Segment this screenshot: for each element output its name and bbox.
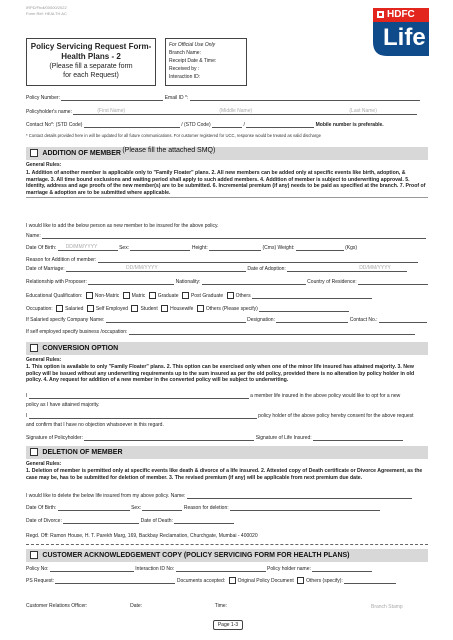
holder-name-field[interactable] [73,109,417,115]
occ-option-label: Others (Please specify) [205,305,258,312]
ack-orig-doc-label: Original Policy Document [237,577,294,584]
dob-field[interactable] [58,245,118,251]
edu-option-checkbox[interactable] [182,292,189,299]
conversion-signature-row [26,435,428,441]
logo-hdfc-text: HDFC [387,9,415,20]
edu-option-label: Matric [131,292,146,299]
ack-others-label: Others (specify): [306,577,343,584]
deletion-sex-label: Sex: [131,505,142,511]
deletion-title: DELETION OF MEMBER [42,449,123,456]
ack-policy-label: Policy No: [26,566,49,572]
form-title-line2: Health Plans - 2 [61,52,121,61]
last-name-hint: (Last Name) [349,108,377,114]
occ-option-label: Student [140,305,158,312]
addition-rules-heading: General Rules: [26,162,62,168]
occ-option-checkbox[interactable] [131,305,138,312]
edu-option-label: Graduate [157,292,179,299]
addition-intro: I would like to add the below person as new member to be insured for the above policy. [26,223,219,229]
deletion-dob-label: Date Of Birth: [26,505,57,511]
occupation-row [26,305,428,312]
height-label: Height: [191,245,208,251]
ack-orig-doc-checkbox[interactable] [229,577,236,584]
relationship-field[interactable] [88,279,174,285]
contact-note: * Contact details provided here in will be updated for all future communications. For customer registered for UCC, response would be treated as valid discharge [26,133,321,138]
decl2-continuation: and confirm that I have no objection whatsoever in this regard. [26,422,164,428]
conversion-declaration-2 [26,413,428,419]
ack-holder-field[interactable] [312,566,372,572]
sex-label: Sex: [119,245,130,251]
edu-option-checkbox[interactable] [86,292,93,299]
deletion-dob-row [26,505,428,511]
ack-others-checkbox[interactable] [297,577,304,584]
ack-request-label: PS Request: [26,577,55,584]
reason-row [26,257,428,263]
reason-field[interactable] [98,257,418,263]
ack-officer-row [26,603,428,609]
deletion-dob-field[interactable] [58,505,130,511]
ack-policy-row [26,566,428,572]
holder-name-label: Policyholder's name: [26,109,72,115]
contact-label: Contact No*: (STD Code) [26,122,83,128]
deletion-sex-field[interactable] [142,505,182,511]
form-title-box [26,38,156,86]
decl1-suffix: a member life insured in the above policy would like to opt for a new [250,393,401,399]
ack-section-header [26,549,428,562]
decl1-prefix: I [26,393,28,399]
ack-officer-label: Customer Relations Officer: [26,603,88,609]
new-member-dob-row [26,245,428,251]
branch-stamp-label: Branch Stamp [371,604,403,610]
page-number: Page 1-3 [213,620,243,630]
hdfc-life-logo [373,8,429,56]
policy-number-field[interactable] [61,95,163,101]
weight-field[interactable] [296,245,344,251]
middle-name-hint: (Middle Name) [219,108,253,114]
first-name-hint: (First Name) [97,108,126,114]
conversion-rules-heading: General Rules: [26,357,62,363]
adoption-date-field[interactable] [287,266,407,272]
dob-placeholder: DD/MM/YYYY [65,244,98,250]
self-employed-label: If self employed specify business /occupation: [26,329,128,335]
ack-date-label: Date: [130,603,143,609]
official-use-box [165,38,247,86]
addition-rules: 1. Addition of another member is applicable only to "Family Floater" plans. 2. All new members can be added only at specific events like birth, adoption, & marriage. 3. All time bound exclusions and waiting period shall apply to such added members. 4. Addition of member is subject to underwriting approval. 5. Identity, address and age proofs of the new member(s) are to be submitted. 6. Incremental premium (if any) needs to be paid as specified at the branch. 7. Proof of marriage & adoption are to be submitted where applicable. [26,170,426,196]
form-title: Policy Servicing Request Form- [30,42,152,51]
contact-separator-2: / [243,122,245,128]
education-label: Educational Qualification: [26,292,83,299]
conversion-title: CONVERSION OPTION [42,345,119,352]
occupation-label: Occupation: [26,305,53,312]
contact-field-1[interactable] [84,122,180,128]
edu-option-checkbox[interactable] [149,292,156,299]
new-member-name-field[interactable] [42,233,426,239]
insured-signature-field[interactable] [313,435,403,441]
company-contact-label: Contact No.: [349,317,378,323]
nationality-label: Nationality: [175,279,201,285]
death-date-label: Date of Death: [140,518,173,524]
occ-option-checkbox[interactable] [56,305,63,312]
deletion-section-header [26,446,428,459]
divorce-date-field[interactable] [63,518,139,524]
new-member-name-row [26,233,428,239]
insured-signature-label: Signature of Life Insured: [255,435,312,441]
edu-option-checkbox[interactable] [227,292,234,299]
country-field[interactable] [358,279,428,285]
addition-subtitle: (Please fill the attached SMQ) [122,147,216,154]
death-date-field[interactable] [174,518,234,524]
company-field[interactable] [106,317,246,323]
adoption-date-label: Date of Adoption: [247,266,286,272]
deletion-reason-label: Reason for deletion: [183,505,229,511]
deletion-checkbox[interactable] [30,448,38,456]
edu-option-label: Others [235,292,251,299]
designation-label: Designation: [247,317,275,323]
edu-option-label: Non-Matric [94,292,120,299]
deletion-rules: 1. Deletion of member is permitted only at specific events like death & divorce of a life insured. 2. Attested copy of Death certificate or Divorce Agreement, as the case may be, has to be submitted for deletion of member. 3. The revised premium (if any) will be applicable from next premium due date. [26,468,423,481]
ack-others-field[interactable] [344,578,396,584]
marriage-row [26,266,428,272]
ack-request-row [26,577,428,584]
marriage-date-field[interactable] [66,266,246,272]
form-subtitle: (Please fill a separate form [49,63,133,70]
contact-field-2[interactable] [212,122,245,128]
addition-checkbox[interactable] [30,149,38,157]
ack-holder-label: Policy holder name: [266,566,311,572]
decl1-name-field[interactable] [29,393,249,399]
education-row [26,292,428,299]
conversion-rules: 1. This option is available to only "Family Floater" plans. 2. This option can be exercised only when one of the minor life insured has attained majority. 3. New policy will be issued without any underwriting requirements up to the sum insured as per the old policy, provided there is no alteration by policy holder in old policy. 4. Any request for addition of a new member in the converted policy will be subject to underwriting. [26,364,415,384]
ack-checkbox[interactable] [30,551,38,559]
decl2-prefix: I [26,413,28,419]
ack-policy-field[interactable] [50,566,134,572]
deletion-intro-row [26,493,428,499]
registered-office: Regd. Off: Ramon House, H. T. Parekh Marg, 169, Backbay Reclamation, Churchgate, Mumbai - 400020 [26,533,258,539]
relationship-row [26,279,428,285]
deletion-date-row [26,518,428,524]
company-contact-field[interactable] [379,317,427,323]
deletion-name-field[interactable] [187,493,412,499]
decl1-continuation: policy as I have attained majority. [26,402,100,408]
ack-request-field[interactable] [55,578,175,584]
occ-option-label: Self Employed [95,305,129,312]
divorce-date-label: Date of Divorce: [26,518,62,524]
adoption-date-placeholder: DD/MM/YYYY [359,265,391,271]
country-label: Country of Residence: [307,279,357,285]
official-use-title: For Official Use Only [169,42,216,48]
contact-field-3[interactable] [246,122,314,128]
form-code: IRPD/Fbdl/00000/2022 [26,5,67,10]
branch-name-label: Branch Name: [169,50,201,56]
logo-life-text: Life [383,24,426,51]
ack-time-label: Time: [214,603,228,609]
contact-separator: / (STD Code) [181,122,211,128]
sex-field[interactable] [130,245,190,251]
reason-label: Reason for Addition of member: [26,257,97,263]
receipt-date-label: Receipt Date & Time: [169,58,217,64]
form-subtitle-line2: for each Request) [63,72,119,79]
deletion-rules-heading: General Rules: [26,461,62,467]
deletion-intro: I would like to delete the below life insured from my above policy. Name: [26,493,186,499]
occ-option-checkbox[interactable] [197,305,204,312]
kgs-label: (Kgs) [345,245,358,251]
self-employed-row [26,329,428,335]
ack-title: CUSTOMER ACKNOWLEDGEMENT COPY (POLICY SERVICING FORM FOR HEALTH PLANS) [42,552,350,559]
occ-option-checkbox[interactable] [161,305,168,312]
contact-row [26,122,428,128]
email-label: Email ID *: [164,95,189,101]
policy-number-row [26,95,428,101]
edu-option-checkbox[interactable] [123,292,130,299]
occ-option-label: Housewife [170,305,194,312]
mobile-preferred-note: Mobile number is preferable. [315,122,384,128]
conversion-checkbox[interactable] [30,344,38,352]
decl2-name-field[interactable] [29,413,257,419]
holder-signature-field[interactable] [84,435,254,441]
dob-label: Date Of Birth: [26,245,57,251]
addition-title: ADDITION OF MEMBER [42,150,121,157]
edu-others-field[interactable] [252,293,372,299]
occ-option-checkbox[interactable] [87,305,94,312]
designation-field[interactable] [276,317,348,323]
received-by-label: Received by : [169,66,200,72]
holder-signature-label: Signature of Policyholder: [26,435,83,441]
ack-docs-label: Documents accepted: [176,577,226,584]
self-employed-field[interactable] [129,329,415,335]
conversion-declaration-1 [26,393,428,399]
weight-label: (Cms) Weight: [262,245,295,251]
email-field[interactable] [190,95,420,101]
marriage-date-placeholder: DD/MM/YYYY [126,265,158,271]
conversion-section-header [26,342,428,355]
form-ref: Form Ref: HEALTH AC [26,11,67,16]
occ-others-field[interactable] [259,306,349,312]
marriage-date-label: Date of Marriage: [26,266,65,272]
occ-option-label: Salaried [65,305,84,312]
nationality-field[interactable] [202,279,306,285]
relationship-label: Relationship with Proposer: [26,279,87,285]
interaction-id-label: Interaction ID: [169,74,201,80]
ack-interaction-label: Interaction ID No: [135,566,175,572]
policy-number-label: Policy Number: [26,95,60,101]
holder-name-row [26,109,428,115]
company-row [26,317,428,323]
height-field[interactable] [209,245,261,251]
decl2-suffix: policy holder of the above policy hereby consent for the above request [258,413,414,419]
new-member-name-label: Name: [26,233,41,239]
addition-section-header [26,147,428,160]
deletion-reason-field[interactable] [230,505,380,511]
ack-interaction-field[interactable] [176,566,266,572]
company-label: If Salaried specify Company Name: [26,317,105,323]
edu-option-label: Post Graduate [190,292,224,299]
